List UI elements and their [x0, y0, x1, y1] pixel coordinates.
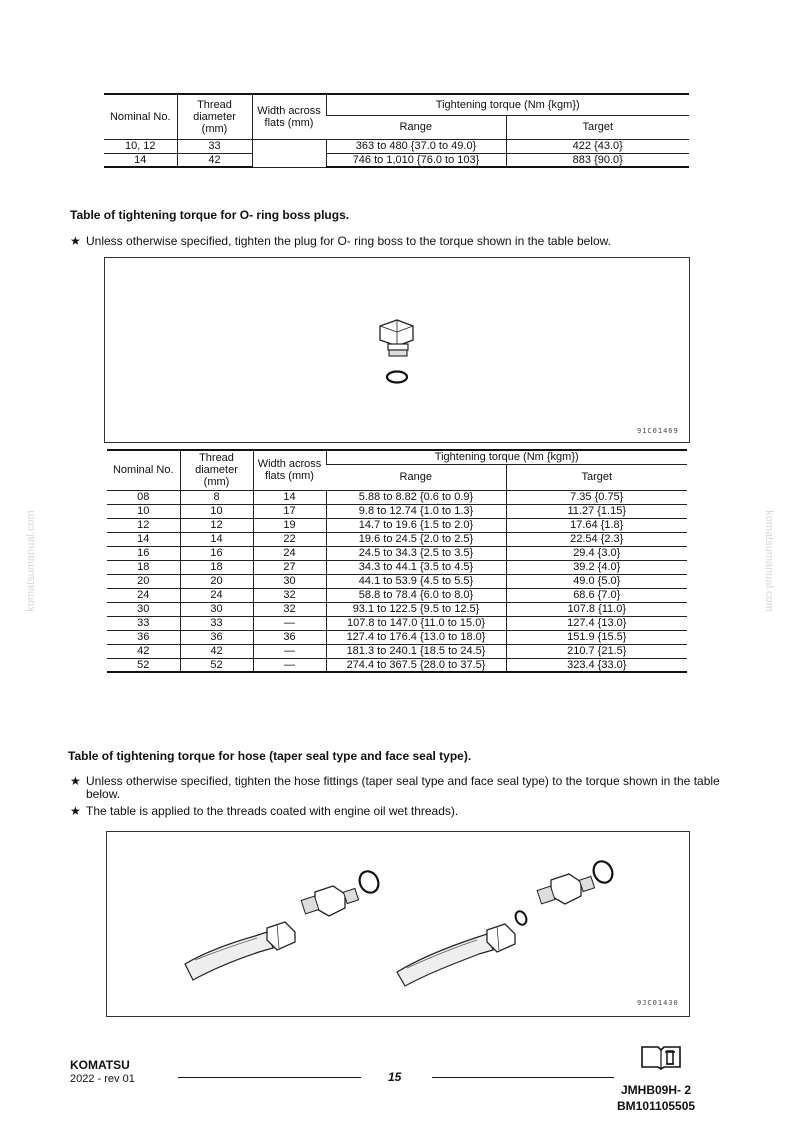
header-width: Width across flats (mm): [252, 94, 326, 139]
footer-rule-left: [178, 1077, 361, 1078]
cell-target: 151.9 {15.5}: [506, 630, 687, 644]
cell-target: 68.6 {7.0}: [506, 588, 687, 602]
cell-thread: 52: [180, 658, 253, 672]
cell-thread: 20: [180, 574, 253, 588]
header-range: Range: [326, 115, 506, 139]
cell-target: 323.4 {33.0}: [506, 658, 687, 672]
oring-torque-table: [107, 449, 687, 673]
header-width: Width across flats (mm): [253, 450, 326, 490]
cell-range: 34.3 to 44.1 {3.5 to 4.5}: [326, 560, 506, 574]
cell-nominal: 18: [107, 560, 180, 574]
cell-target: 11.27 {1.15}: [506, 504, 687, 518]
table-row: [107, 616, 687, 630]
hose-fitting-figure: [106, 831, 690, 1017]
table-row: [107, 658, 687, 672]
cell-target: 17.64 {1.8}: [506, 518, 687, 532]
table-row: [107, 630, 687, 644]
cell-nominal: 16: [107, 546, 180, 560]
table-row: [104, 153, 689, 167]
cell-range: 5.88 to 8.82 {0.6 to 0.9}: [326, 490, 506, 504]
cell-range: 9.8 to 12.74 {1.0 to 1.3}: [326, 504, 506, 518]
table-row: [107, 546, 687, 560]
cell-target: 7.35 {0.75}: [506, 490, 687, 504]
cell-width: 36: [253, 630, 326, 644]
oring-plug-figure: [104, 257, 690, 443]
cell-target: 107.8 {11.0}: [506, 602, 687, 616]
figure-code: 9JC01430: [637, 999, 679, 1007]
cell-range: 24.5 to 34.3 {2.5 to 3.5}: [326, 546, 506, 560]
header-thread: Thread diameter (mm): [180, 450, 253, 490]
footer-revision: 2022 - rev 01: [70, 1073, 135, 1085]
header-target: Target: [506, 115, 689, 139]
cell-target: 39.2 {4.0}: [506, 560, 687, 574]
cell-nominal: 52: [107, 658, 180, 672]
cell-thread: 24: [180, 588, 253, 602]
cell-range: 19.6 to 24.5 {2.0 to 2.5}: [326, 532, 506, 546]
header-torque: Tightening torque (Nm {kgm}): [326, 450, 687, 464]
cell-thread: 18: [180, 560, 253, 574]
cell-range: 746 to 1,010 {76.0 to 103}: [326, 153, 506, 167]
header-torque: Tightening torque (Nm {kgm}): [326, 94, 689, 115]
cell-range: 181.3 to 240.1 {18.5 to 24.5}: [326, 644, 506, 658]
star-icon: ★: [70, 804, 81, 818]
cell-target: 127.4 {13.0}: [506, 616, 687, 630]
doc-code-2: BM101105505: [617, 1099, 696, 1113]
figure-code: 91C01469: [637, 427, 679, 435]
bullet-hose-2: [70, 805, 720, 818]
cell-width: 24: [253, 546, 326, 560]
cell-target: 422 {43.0}: [506, 139, 689, 153]
table-row: [107, 644, 687, 658]
footer-rule-right: [432, 1077, 614, 1078]
table-row: [107, 574, 687, 588]
cell-nominal: 12: [107, 518, 180, 532]
cell-thread: 30: [180, 602, 253, 616]
cell-width: 30: [253, 574, 326, 588]
bullet-text: Unless otherwise specified, tighten the hose fittings (taper seal type and face seal type) to the torque shown in the table below.: [86, 774, 720, 801]
header-nominal: Nominal No.: [104, 94, 177, 139]
cell-nominal: 24: [107, 588, 180, 602]
cell-nominal: 33: [107, 616, 180, 630]
cell-range: 274.4 to 367.5 {28.0 to 37.5}: [326, 658, 506, 672]
bullet-oring: [70, 235, 710, 248]
cell-thread: 16: [180, 546, 253, 560]
cell-target: 883 {90.0}: [506, 153, 689, 167]
cell-nominal: 10, 12: [104, 139, 177, 153]
cell-target: 210.7 {21.5}: [506, 644, 687, 658]
cell-range: 107.8 to 147.0 {11.0 to 15.0}: [326, 616, 506, 630]
header-nominal: Nominal No.: [107, 450, 180, 490]
cell-width: —: [253, 644, 326, 658]
cell-thread: 10: [180, 504, 253, 518]
cell-target: 29.4 {3.0}: [506, 546, 687, 560]
cell-nominal: 20: [107, 574, 180, 588]
watermark-left: komatsumanual.com: [24, 510, 37, 612]
cell-width: 17: [253, 504, 326, 518]
cell-nominal: 36: [107, 630, 180, 644]
cell-range: 58.8 to 78.4 {6.0 to 8.0}: [326, 588, 506, 602]
bullet-text: The table is applied to the threads coated with engine oil wet threads).: [86, 804, 459, 818]
cell-thread: 33: [177, 139, 252, 153]
table-row: [104, 139, 689, 153]
star-icon: ★: [70, 234, 81, 248]
header-thread: Thread diameter (mm): [177, 94, 252, 139]
cell-range: 14.7 to 19.6 {1.5 to 2.0}: [326, 518, 506, 532]
manual-book-icon: [640, 1044, 682, 1075]
cell-thread: 14: [180, 532, 253, 546]
cell-thread: 33: [180, 616, 253, 630]
cell-thread: 36: [180, 630, 253, 644]
bullet-text: Unless otherwise specified, tighten the plug for O- ring boss to the torque shown in the table below.: [86, 234, 611, 248]
hose-fitting-illustration: [107, 832, 689, 1016]
section-title-hose: Table of tightening torque for hose (taper seal type and face seal type).: [68, 749, 472, 763]
cell-width: —: [253, 616, 326, 630]
oring-plug-illustration: [105, 258, 689, 442]
cell-width: 32: [253, 588, 326, 602]
table-row: [107, 532, 687, 546]
watermark-right: komatsumanual.com: [762, 510, 775, 612]
cell-range: 363 to 480 {37.0 to 49.0}: [326, 139, 506, 153]
cell-range: 127.4 to 176.4 {13.0 to 18.0}: [326, 630, 506, 644]
cell-width: 14: [253, 490, 326, 504]
cell-nominal: 08: [107, 490, 180, 504]
star-icon: ★: [70, 774, 81, 788]
cell-width: 27: [253, 560, 326, 574]
footer-brand: KOMATSU: [70, 1058, 130, 1072]
bullet-hose-1: [70, 775, 720, 801]
cell-width: [252, 139, 326, 167]
table-row: [107, 588, 687, 602]
cell-nominal: 10: [107, 504, 180, 518]
table-row: [107, 518, 687, 532]
cell-target: 22.54 {2.3}: [506, 532, 687, 546]
cell-target: 49.0 {5.0}: [506, 574, 687, 588]
cell-nominal: 14: [107, 532, 180, 546]
section-title-oring: Table of tightening torque for O- ring boss plugs.: [70, 208, 350, 222]
doc-code-1: JMHB09H- 2: [621, 1083, 692, 1097]
page-number: 15: [388, 1070, 402, 1084]
cell-thread: 8: [180, 490, 253, 504]
cell-nominal: 14: [104, 153, 177, 167]
cell-width: 32: [253, 602, 326, 616]
cell-nominal: 42: [107, 644, 180, 658]
table-row: [107, 504, 687, 518]
table-row: [107, 602, 687, 616]
cell-nominal: 30: [107, 602, 180, 616]
table-row: [107, 560, 687, 574]
cell-thread: 42: [177, 153, 252, 167]
header-target: Target: [506, 464, 687, 490]
cell-width: 22: [253, 532, 326, 546]
cell-thread: 42: [180, 644, 253, 658]
cell-width: 19: [253, 518, 326, 532]
cell-range: 44.1 to 53.9 {4.5 to 5.5}: [326, 574, 506, 588]
cell-width: —: [253, 658, 326, 672]
top-torque-table: [104, 93, 689, 168]
cell-thread: 12: [180, 518, 253, 532]
cell-range: 93.1 to 122.5 {9.5 to 12.5}: [326, 602, 506, 616]
table-row: [107, 490, 687, 504]
header-range: Range: [326, 464, 506, 490]
